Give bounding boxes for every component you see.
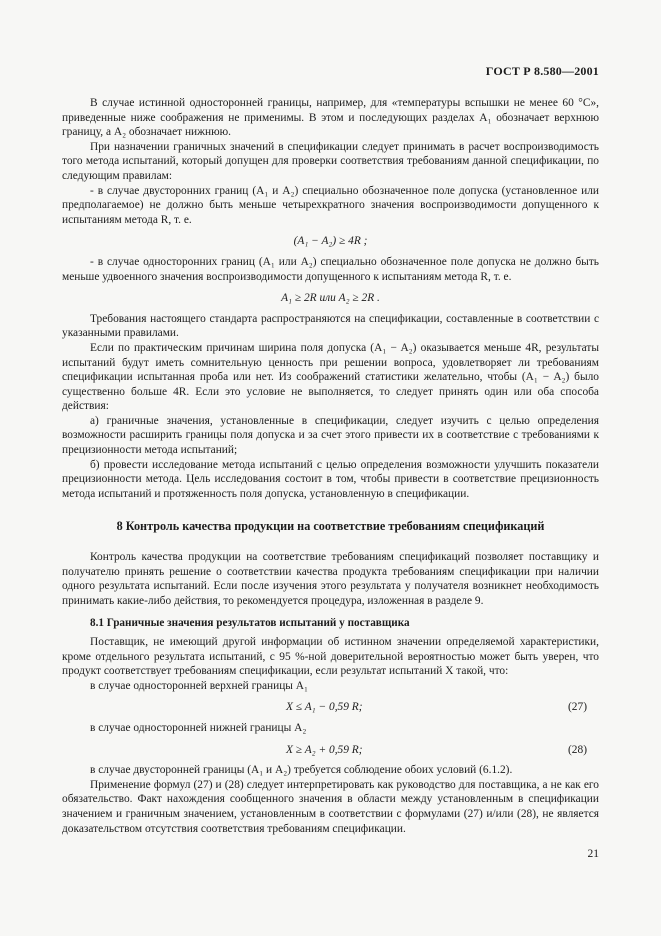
formula-text: X ≥ A₂ + 0,59 R; [286, 743, 363, 756]
paragraph: Если по практическим причинам ширина поля допуска (A₁ − A₂) оказывается меньше 4R, результаты испытаний будут иметь сомнительную ценность при решении вопроса, удовлетворяет ли требованиям спецификации испытанная проба или нет. Из соображений статистики желательно, чтобы (A₁ − A₂) было существенно больше 4R. Если это условие не выполняется, то следует принять один или оба способа действия: [62, 341, 599, 413]
formula-27 [62, 700, 599, 715]
document-id-header: ГОСТ Р 8.580—2001 [485, 64, 599, 78]
paragraph: - в случае двусторонних границ (A₁ и A₂) специально обозначенное поле допуска (установленное или предполагаемое) не должно быть меньше четырехкратного значения воспроизводимости допущенного к испытаниям метода R, т. е. [62, 184, 599, 226]
paragraph: Контроль качества продукции на соответствие требованиям спецификаций позволяет поставщику и получателю принять решение о соответствии качества продукта требованиям спецификации при наличии одного результата испытаний. Если после изучения этого результата у получателя возникнет необходимость принимать какие-либо действия, то рекомендуется процедура, изложенная в разделе 9. [62, 551, 599, 607]
subsection-heading: 8.1 Граничные значения результатов испытаний у поставщика [90, 617, 410, 630]
paragraph: а) граничные значения, установленные в спецификации, следует изучить с целью определения возможности расширить границы поля допуска и за счет этого привести их в соответствие с требованиями к прецизионности метода испытаний; [62, 414, 599, 457]
paragraph: Применение формул (27) и (28) следует интерпретировать как руководство для поставщика, а не как его обязательство. Факт нахождения сообщенного значения в области между установленным в спецификации значением и граничным значением, установленным в соответствии с формулами (27) и/или (28), не является доказательством отсутствия соответствия требованиям спецификации. [62, 778, 599, 835]
document-body [62, 96, 599, 836]
formula-number: (28) [568, 743, 587, 756]
paragraph: Требования настоящего стандарта распространяются на спецификации, составленные в соответствии с указанными правилами. [62, 312, 599, 340]
formula-28 [62, 743, 599, 758]
paragraph: При назначении граничных значений в спецификации следует принимать в расчет воспроизводимость того метода испытаний, который допущен для проверки соответствия требованиям данной спецификации, по следующим правилам: [62, 140, 599, 182]
section-heading: 8 Контроль качества продукции на соответствие требованиям спецификаций [116, 519, 545, 534]
paragraph: в случае односторонней нижней границы A₂ [90, 721, 307, 734]
formula-two-sided: (A₁ − A₂) ≥ 4R ; [293, 235, 368, 248]
paragraph: - в случае односторонних границ (A₁ или A₂) специально обозначенное поле допуска не должно быть меньше удвоенного значения воспроизводимости допущенного к испытаниям метода R, т. е. [62, 255, 599, 283]
page-number: 21 [587, 848, 599, 860]
formula-text: X ≤ A₁ − 0,59 R; [286, 701, 363, 714]
paragraph: б) провести исследование метода испытаний с целью определения возможности улучшить показатели прецизионности метода. Цель исследования состоит в том, чтобы привести в соответствие прецизионность метода испытаний и протяженность поля допуска, установленную в спецификации. [62, 458, 599, 500]
paragraph: в случае двусторонней границы (A₁ и A₂) требуется соблюдение обоих условий (6.1.2). [90, 764, 513, 777]
paragraph: Поставщик, не имеющий другой информации об истинном значении определяемой характеристики, кроме отдельного результата испытаний, с 95 %-ной доверительной вероятностью может быть уверен, что продукт соответствует требованиям спецификации, если результат испытаний X такой, что: [62, 636, 599, 678]
formula-one-sided: A₁ ≥ 2R или A₂ ≥ 2R . [281, 292, 380, 305]
paragraph: в случае односторонней верхней границы A₁ [90, 679, 309, 692]
paragraph: В случае истинной односторонней границы, например, для «температуры вспышки не менее 60 °С», приведенные ниже соображения не применимы. В этом и последующих разделах A₁ обозначает верхнюю границу, а A₂ обозначает нижнюю. [62, 97, 599, 139]
formula-number: (27) [568, 701, 587, 714]
